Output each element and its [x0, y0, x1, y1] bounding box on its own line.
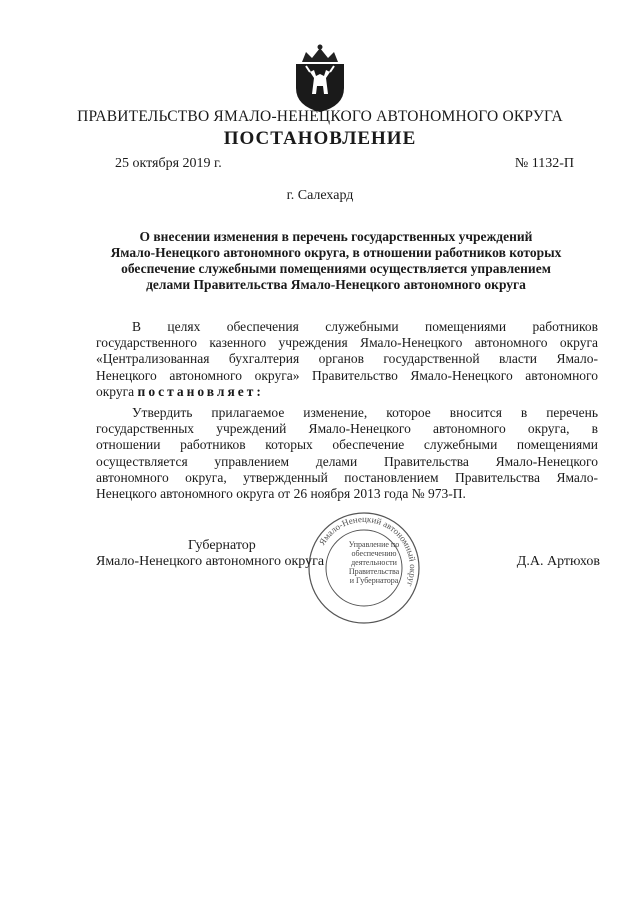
- title-line: О внесении изменения в перечень государственных учреждений: [139, 229, 533, 244]
- document-city: г. Салехард: [286, 188, 354, 203]
- paragraph-line: Ненецкого автономного округа от 26 ноября 2013 года № 973-П.: [96, 486, 466, 502]
- paragraph-line: отношении работников которых обеспечение служебными помещениями: [96, 437, 598, 453]
- stamp-line: деятельности: [351, 558, 397, 567]
- signatory-organization: Ямало-Ненецкого автономного округа: [96, 554, 325, 569]
- paragraph-line: «Централизованная бухгалтерия органов государственной власти Ямало-: [96, 351, 598, 367]
- stamp-line: Правительства: [348, 567, 400, 576]
- stamp-ring-text: Ямало-Ненецкий автономный округ: [316, 513, 419, 588]
- paragraph-resolution: [96, 405, 598, 502]
- paragraph-line-prefix: округа: [96, 383, 138, 399]
- paragraph-line: государственных учреждений Ямало-Ненецкого автономного округа, в: [96, 421, 598, 437]
- document-title: [96, 229, 576, 293]
- stamp-line: Управление по: [348, 540, 400, 549]
- stamp-line: обеспечению: [351, 549, 397, 558]
- paragraph-line: [96, 384, 598, 400]
- document-date: 25 октября 2019 г.: [115, 156, 222, 171]
- title-line: обеспечение служебными помещениями осуществляется управлением: [121, 261, 551, 276]
- stamp-inner-text: [342, 540, 406, 585]
- paragraph-line: осуществляется управлением делами Правительства Ямало-Ненецкого: [96, 453, 598, 469]
- paragraph-line: Утвердить прилагаемое изменение, которое вносится в перечень: [132, 405, 598, 420]
- paragraph-line: В целях обеспечения служебными помещениями работников: [132, 319, 598, 334]
- resolves-keyword: постановляет:: [137, 383, 264, 399]
- signatory-title: Губернатор: [188, 538, 256, 553]
- paragraph-line: государственного казенного учреждения Ямало-Ненецкого автономного округа: [96, 335, 598, 351]
- signatory-name: Д.А. Артюхов: [516, 554, 600, 569]
- document-number: № 1132-П: [514, 156, 574, 171]
- paragraph-preamble: [96, 319, 598, 400]
- government-name: ПРАВИТЕЛЬСТВО ЯМАЛО-НЕНЕЦКОГО АВТОНОМНОГО ОКРУГА: [77, 108, 563, 125]
- paragraph-line: автономного округа, утвержденный постановлением Правительства Ямало-: [96, 469, 598, 485]
- title-line: Ямало-Ненецкого автономного округа, в отношении работников которых: [110, 245, 562, 260]
- document-type: ПОСТАНОВЛЕНИЕ: [223, 128, 417, 149]
- coat-of-arms-emblem: [288, 42, 352, 114]
- paragraph-line: Ненецкого автономного округа» Правительство Ямало-Ненецкого автономного: [96, 367, 598, 383]
- title-line: делами Правительства Ямало-Ненецкого автономного округа: [146, 277, 526, 292]
- stamp-line: и Губернатора: [349, 576, 399, 585]
